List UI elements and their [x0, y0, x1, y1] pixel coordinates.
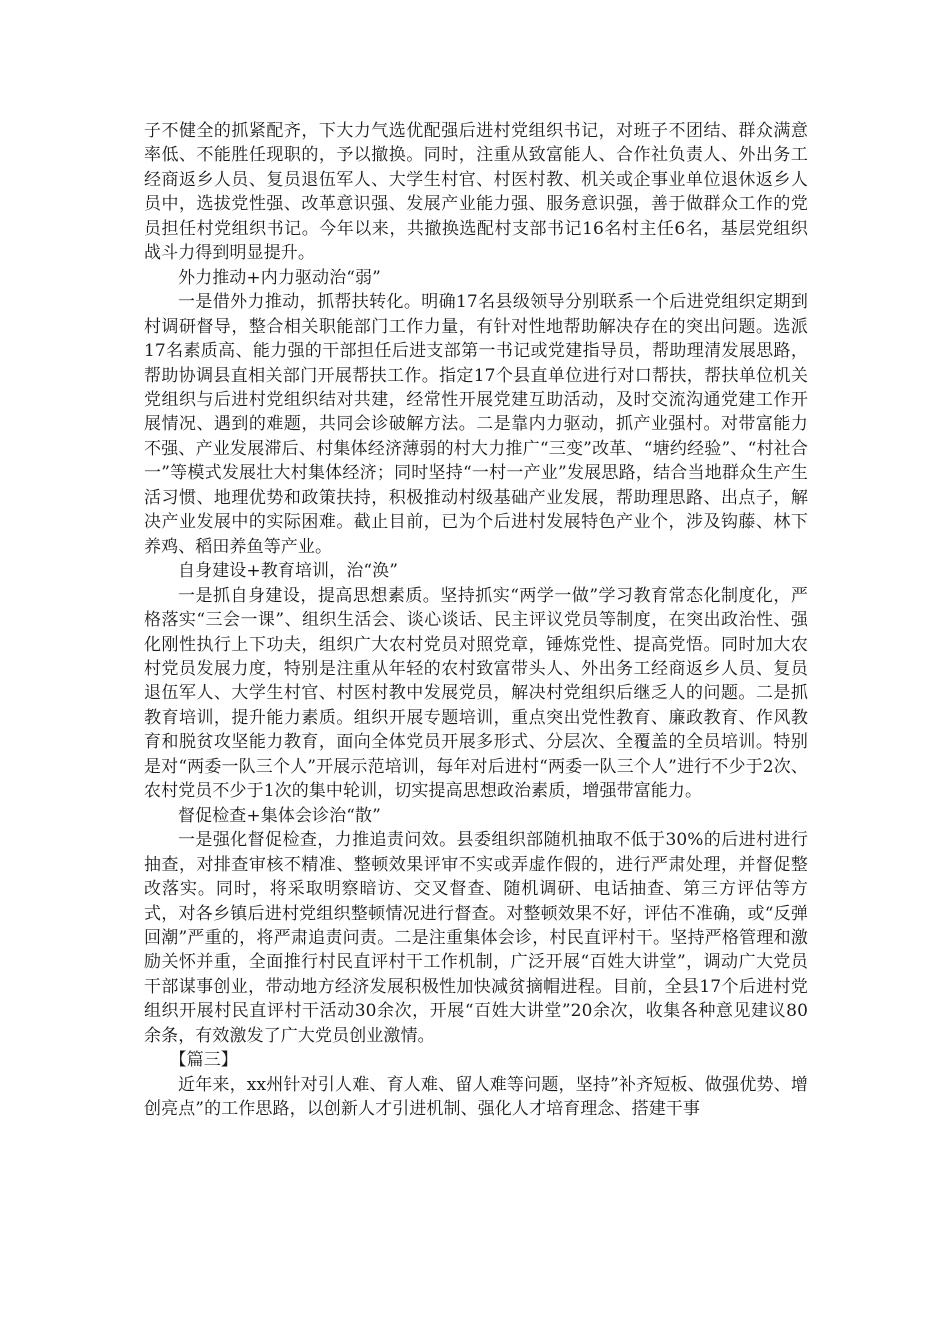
paragraph-external-internal: 一是借外力推动，抓帮扶转化。明确17名县级领导分别联系一个后进党组织定期到村调研督导，整合相关职能部门工作力量，有针对性地帮助解决存在的突出问题。选派17名素质高、能力强的干部担任后进支部第一书记或党建指导员，帮助理清发展思路，帮助协调县直相关部门开展帮扶工作。指定17个县直单位进行对口帮扶，帮扶单位机关党组织与后进村党组织结对共建，经常性开展党建互助活动，及时交流沟通党建工作开展情况、遇到的难题，共同会诊破解方法。二是靠内力驱动，抓产业强村。对带富能力不强、产业发展滞后、村集体经济薄弱的村大力推广“三变”改革、“塘约经验”、“村社合一”等模式发展壮大村集体经济；同时坚持“一村一产业”发展思路，结合当地群众生产生活习惯、地理优势和政策扶持，积极推动村级基础产业发展，帮助理思路、出点子，解决产业发展中的实际困难。截止目前，已为个后进村发展特色产业个，涉及钩藤、林下养鸡、稻田养鱼等产业。	[144, 292, 808, 557]
paragraph-self-building: 一是抓自身建设，提高思想素质。坚持抓实“两学一做”学习教育常态化制度化，严格落实“三会一课”、组织生活会、谈心谈话、民主评议党员等制度，在突出政治性、强化刚性执行上下功夫，组织广大农村党员对照党章，锤炼党性、提高党悟。同时加大农村党员发展力度，特别是注重从年轻的农村致富带头人、外出务工经商返乡人员、复员退伍军人、大学生村官、村医村教中发展党员，解决村党组织后继乏人的问题。二是抓教育培训，提升能力素质。组织开展专题培训，重点突出党性教育、廉政教育、作风教育和脱贫攻坚能力教育，面向全体党员开展多形式、分层次、全覆盖的全员培训。特别是对“两委一队三个人”开展示范培训，每年对后进村“两委一队三个人”进行不少于2次、农村党员不少于1次的集中轮训，切实提高思想政治素质，增强带富能力。	[144, 585, 808, 802]
paragraph-chapter-three-intro: 近年来，xx州针对引人难、育人难、留人难等问题，坚持”补齐短板、做强优势、增创亮点”的工作思路，以创新人才引进机制、强化人才培育理念、搭建干事	[144, 1074, 808, 1120]
section-heading-weak: 外力推动+内力驱动治“弱”	[178, 267, 381, 288]
document-body	[144, 119, 808, 1122]
chapter-marker: 【篇三】	[169, 1050, 238, 1071]
paragraph-selection-intro: 子不健全的抓紧配齐，下大力气选优配强后进村党组织书记，对班子不团结、群众满意率低、不能胜任现职的，予以撤换。同时，注重从致富能人、合作社负责人、外出务工经商返乡人员、复员退伍军人、大学生村官、村医村教、机关或企事业单位退休返乡人员中，选拔党性强、改革意识强、发展产业能力强、服务意识强，善于做群众工作的党员担任村党组织书记。今年以来，共撤换选配村支部书记16名村主任6名，基层党组织战斗力得到明显提升。	[144, 121, 808, 264]
paragraph-supervision: 一是强化督促检查，力推追责问效。县委组织部随机抽取不低于30%的后进村进行抽查，对排查审核不精准、整顿效果评审不实或弄虚作假的，进行严肃处理，并督促整改落实。同时，将采取明察暗访、交叉督查、随机调研、电话抽查、第三方评估等方式，对各乡镇后进村党组织整顿情况进行督查。对整顿效果不好，评估不准确，或“反弹回潮”严重的，将严肃追责问责。二是注重集体会诊，村民直评村干。坚持严格管理和激励关怀并重，全面推行村民直评村干工作机制，广泛开展“百姓大讲堂”，调动广大党员干部谋事创业，带动地方经济发展积极性加快减贫摘帽进程。目前，全县17个后进村党组织开展村民直评村干活动30余次，开展“百姓大讲堂”20余次，收集各种意见建议80余条，有效激发了广大党员创业激情。	[144, 830, 808, 1046]
section-heading-scattered: 督促检查+集体会诊治“散”	[178, 805, 381, 826]
section-heading-lax: 自身建设+教育培训，治“涣”	[178, 561, 399, 582]
